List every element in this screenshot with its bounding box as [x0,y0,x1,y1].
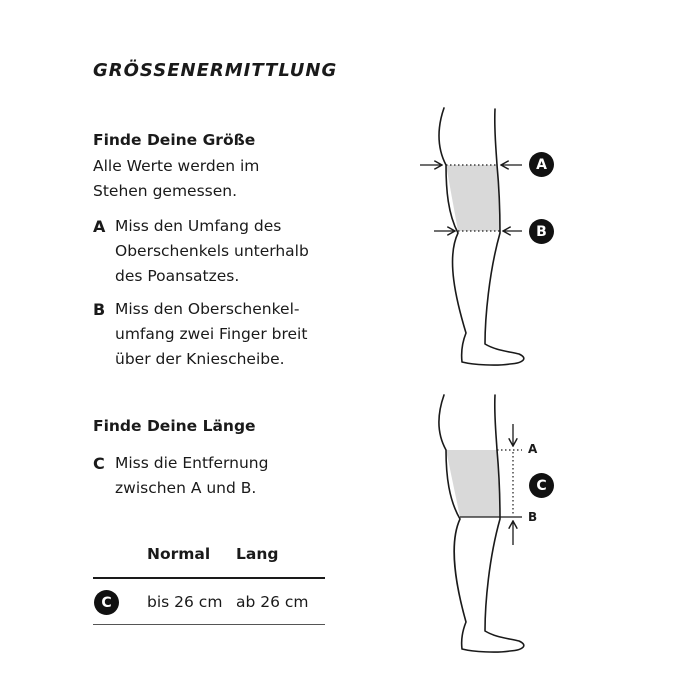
instruction-text: Miss die Entfernung zwischen A und B. [115,454,269,497]
instruction-letter: A [93,217,106,236]
label-b: B [528,510,538,524]
leg-diagram-bottom [439,395,524,652]
column-header-lang: Lang [236,545,279,563]
badge-c: C [529,473,554,498]
size-intro: Alle Werte werden im Stehen gemessen. [93,157,260,200]
instruction-text: Miss den Oberschenkel-umfang zwei Finger breit über der Kniescheibe. [115,300,308,368]
thigh-shade-top [446,165,500,231]
instruction-letter: C [93,454,105,473]
label-a: A [528,442,538,456]
leg-diagram-top [420,108,524,365]
cell-lang: ab 26 cm [236,593,309,611]
badge-b: B [529,219,554,244]
size-heading: Finde Deine Größe [93,131,256,149]
instruction-letter: B [93,300,106,319]
badge-a: A [529,152,554,177]
leg-outline-bottom [439,395,524,652]
column-header-normal: Normal [147,545,211,563]
cell-normal: bis 26 cm [147,593,223,611]
page-title: GRÖSSENERMITTLUNG [93,60,338,81]
length-heading: Finde Deine Länge [93,417,256,435]
leg-outline-top [439,108,524,365]
row-badge-c: C [94,590,119,615]
instruction-text: Miss den Umfang des Oberschenkels unterhalb des Poansatzes. [115,217,309,285]
